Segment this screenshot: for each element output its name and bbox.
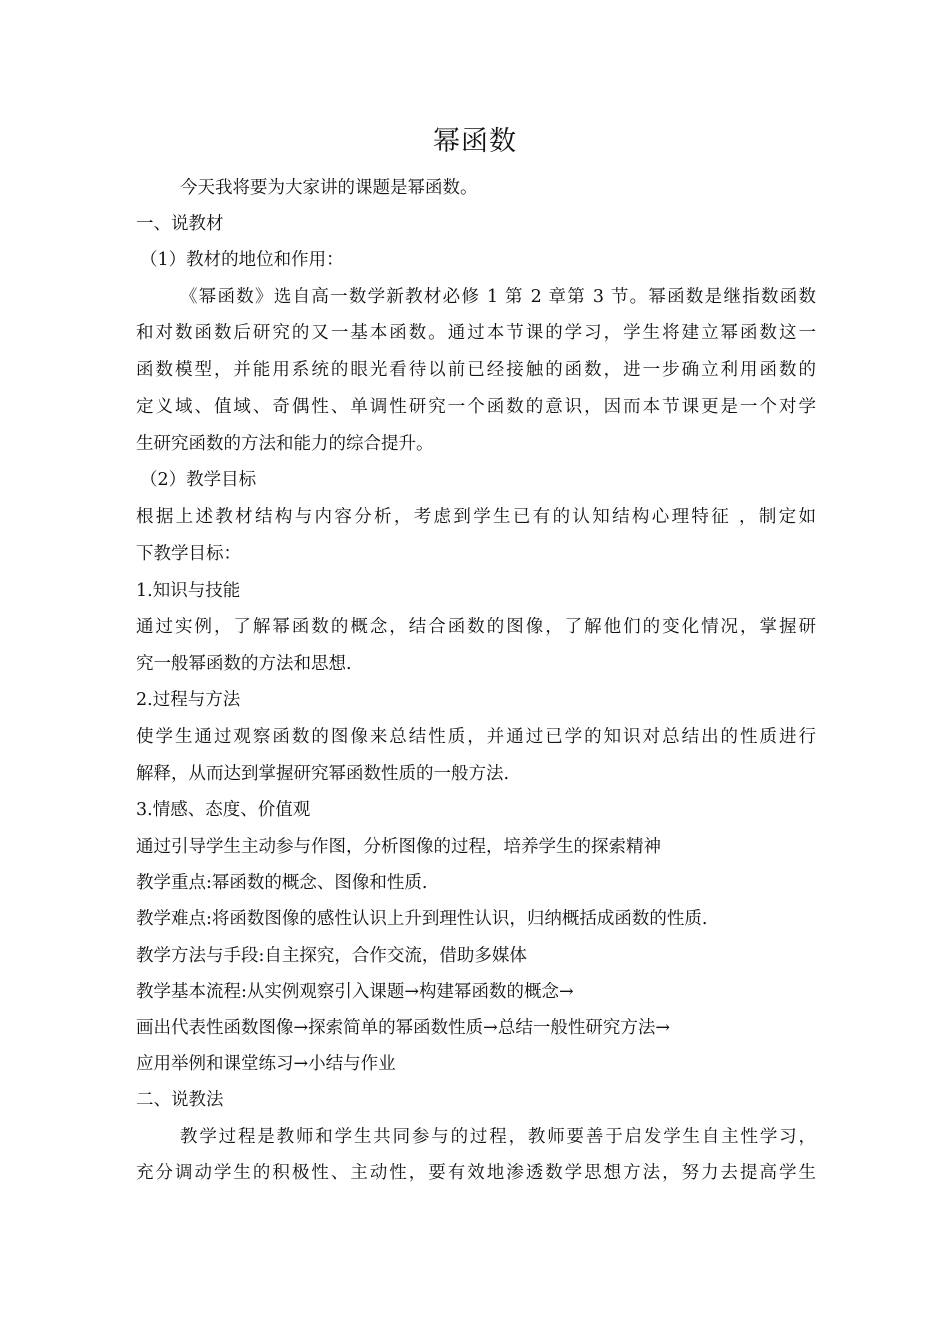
flow-line: 画出代表性函数图像→探索简单的幂函数性质→总结一般性研究方法→ (136, 1018, 670, 1038)
paragraph-line: 教学过程是教师和学生共同参与的过程，教师要善于启发学生自主性学习， (180, 1127, 816, 1147)
subheading-teaching-goals: （2）教学目标 (140, 470, 257, 490)
intro-text: 今天我将要为大家讲的课题是幂函数。 (180, 178, 478, 198)
paragraph-line: 使学生通过观察函数的图像来总结性质，并通过已学的知识对总结出的性质进行 (136, 727, 816, 747)
section-heading-textbook: 一、说教材 (136, 214, 224, 234)
paragraph-line: 通过实例，了解幂函数的概念，结合函数的图像，了解他们的变化情况，掌握研 (136, 617, 816, 637)
paragraph-line: 定义域、值域、奇偶性、单调性研究一个函数的意识，因而本节课更是一个对学 (136, 397, 816, 417)
paragraph-line: 解释，从而达到掌握研究幂函数性质的一般方法. (136, 764, 510, 784)
goal-heading-process: 2.过程与方法 (136, 690, 241, 710)
paragraph-line: 函数模型，并能用系统的眼光看待以前已经接触的函数，进一步确立利用函数的 (136, 360, 816, 380)
paragraph-line: 下教学目标： (136, 544, 241, 564)
paragraph-line: 充分调动学生的积极性、主动性，要有效地渗透数学思想方法，努力去提高学生 (136, 1163, 816, 1183)
document-title: 幂函数 (433, 126, 517, 157)
goal-heading-knowledge: 1.知识与技能 (136, 581, 241, 601)
difficulty-text: 教学难点:将函数图像的感性认识上升到理性认识，归纳概括成函数的性质. (136, 909, 708, 929)
section-heading-teaching-method: 二、说教法 (136, 1090, 224, 1110)
goal-heading-emotion: 3.情感、态度、价值观 (136, 800, 311, 820)
flow-line: 教学基本流程:从实例观察引入课题→构建幂函数的概念→ (136, 982, 574, 1002)
subheading-position-role: （1）教材的地位和作用： (140, 250, 344, 270)
paragraph-line: 通过引导学生主动参与作图，分析图像的过程，培养学生的探索精神 (136, 837, 661, 857)
paragraph-line: 根据上述教材结构与内容分析，考虑到学生已有的认知结构心理特征 ，制定如 (136, 507, 816, 527)
methods-text: 教学方法与手段:自主探究，合作交流，借助多媒体 (136, 946, 527, 966)
paragraph-line: 《幂函数》选自高一数学新教材必修 1 第 2 章第 3 节。幂函数是继指数函数 (180, 287, 816, 307)
paragraph-line: 生研究函数的方法和能力的综合提升。 (136, 434, 434, 454)
key-point-text: 教学重点:幂函数的概念、图像和性质. (136, 873, 428, 893)
flow-line: 应用举例和课堂练习→小结与作业 (136, 1054, 396, 1074)
paragraph-line: 究一般幂函数的方法和思想. (136, 654, 352, 674)
paragraph-line: 和对数函数后研究的又一基本函数。通过本节课的学习，学生将建立幂函数这一 (136, 323, 816, 343)
